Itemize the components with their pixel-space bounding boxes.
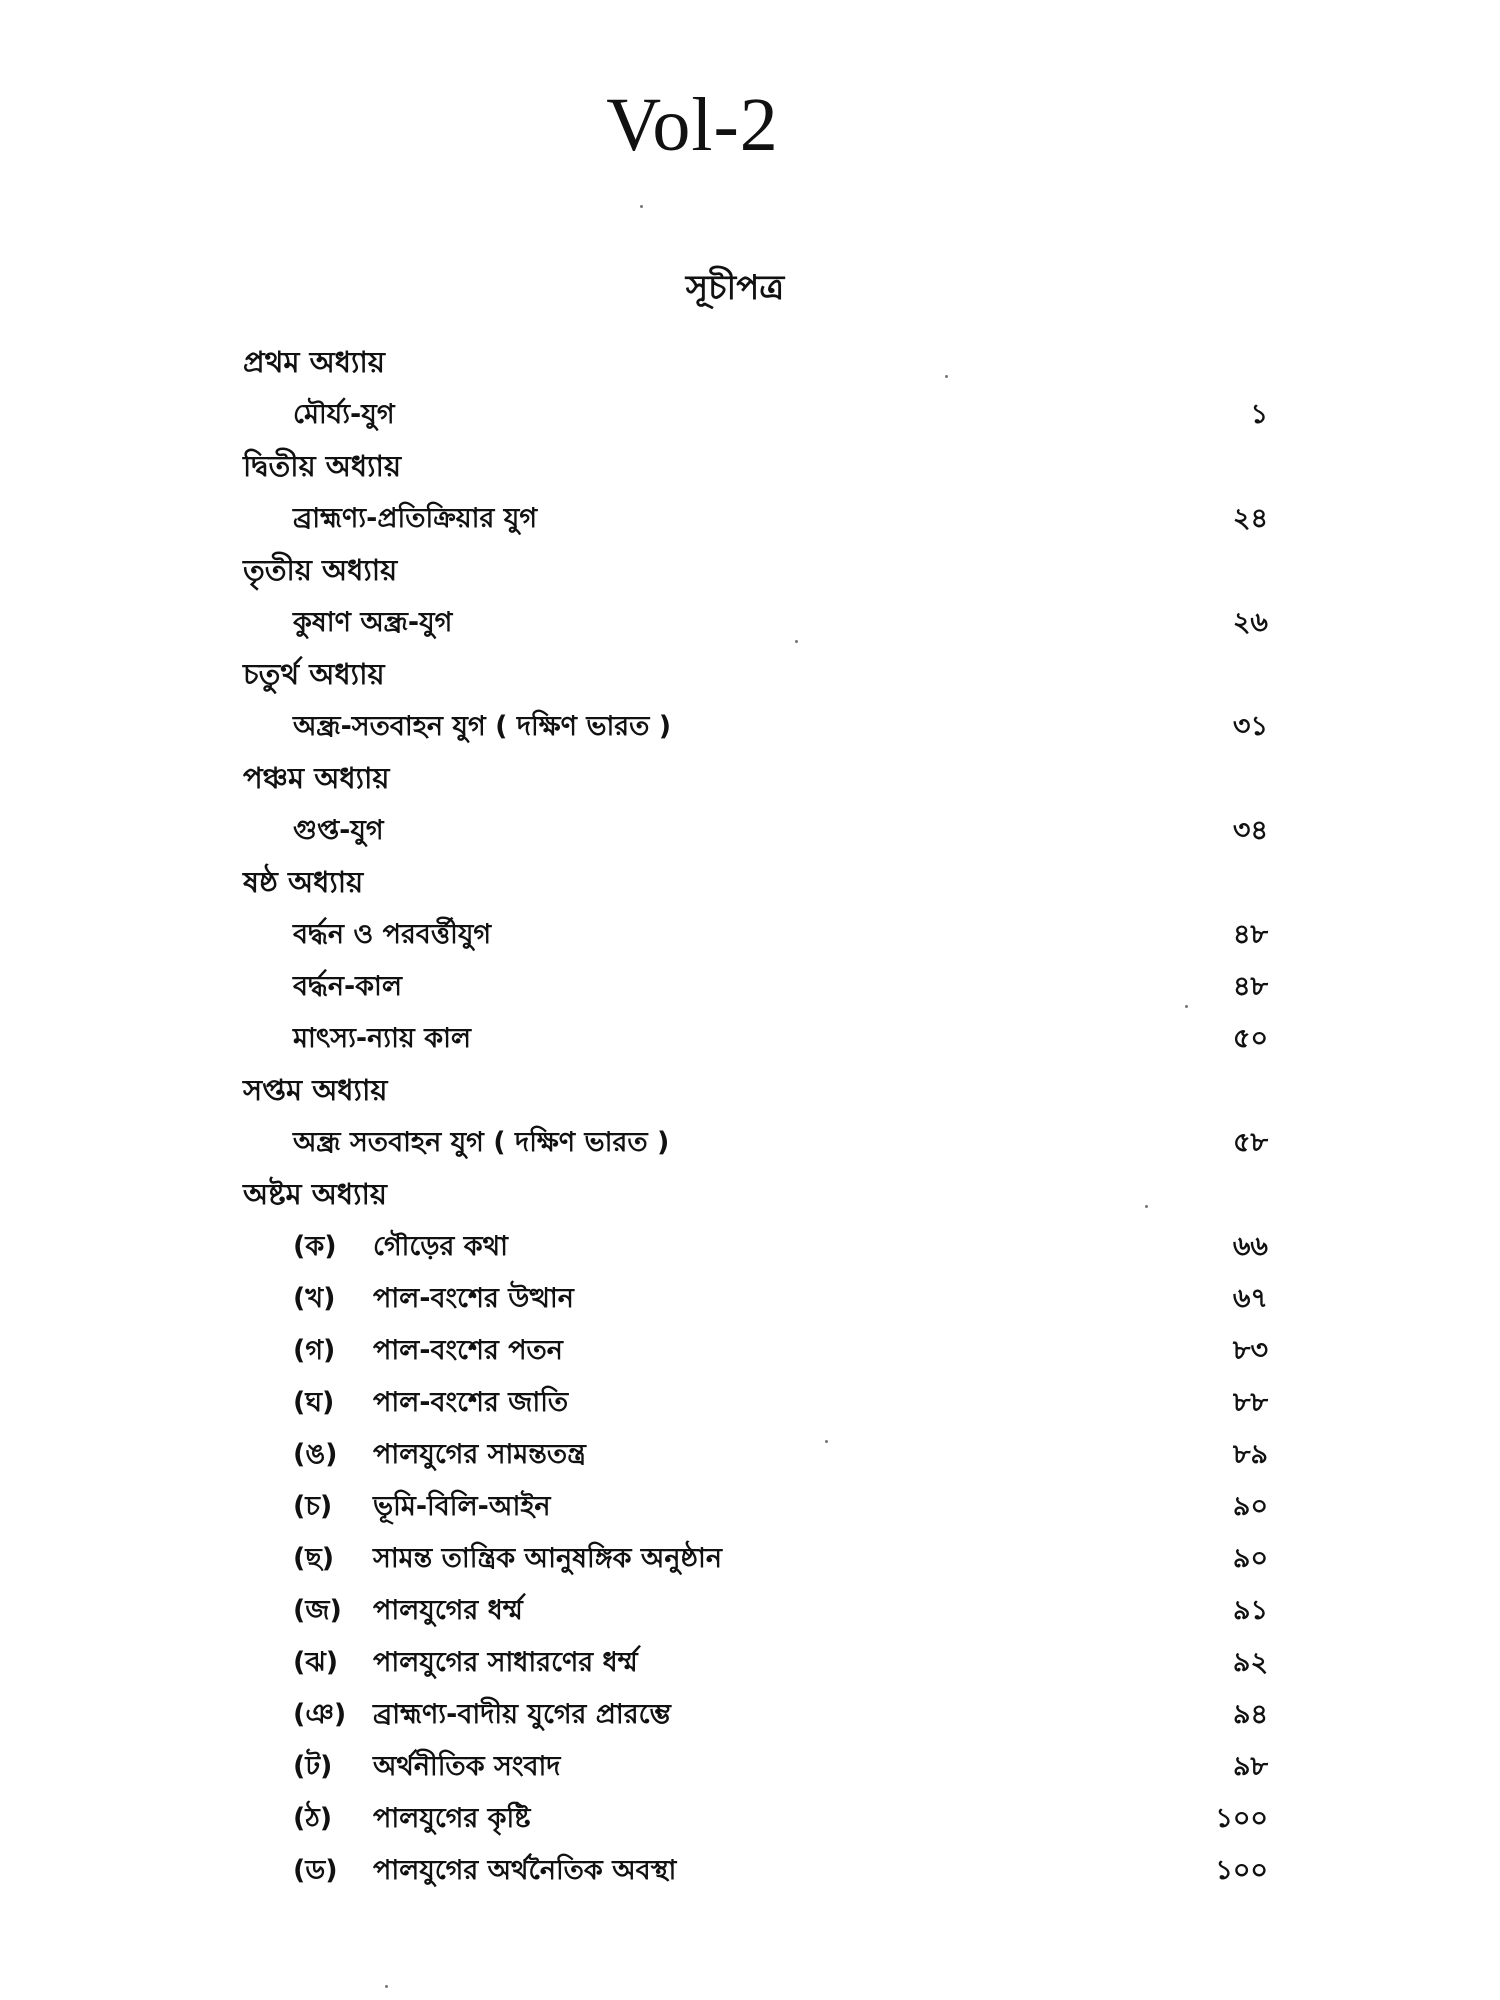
entry-marker: (ট): [293, 1751, 333, 1782]
toc-entry: [0, 1222, 1500, 1274]
entry-marker: (ঝ): [293, 1647, 339, 1678]
chapter-heading: [0, 1170, 1500, 1222]
entry-title: পালযুগের ধর্ম্ম: [373, 1595, 523, 1626]
entry-title: পালযুগের অর্থনৈতিক অবস্থা: [373, 1855, 677, 1886]
chapter-heading: [0, 442, 1500, 494]
entry-marker: (ঙ): [293, 1439, 338, 1470]
page-number: ১০০: [1215, 1803, 1268, 1834]
page-number: ৮৮: [1232, 1387, 1268, 1418]
chapter-title: পঞ্চম অধ্যায়: [243, 761, 390, 795]
chapter-heading: [0, 650, 1500, 702]
entry-marker: (ঘ): [293, 1387, 335, 1418]
toc-entry: [0, 806, 1500, 858]
entry-title: মাৎস্য-ন্যায় কাল: [293, 1023, 472, 1054]
page-number: ৯১: [1232, 1595, 1268, 1626]
toc-entry: [0, 1118, 1500, 1170]
page-number: ২৬: [1232, 607, 1268, 638]
entry-title: গৌড়ের কথা: [373, 1231, 508, 1262]
toc-entry: [0, 390, 1500, 442]
entry-title: পালযুগের কৃষ্টি: [373, 1803, 531, 1834]
table-of-contents: [0, 338, 1500, 1898]
toc-entry: [0, 1794, 1500, 1846]
toc-entry: [0, 1586, 1500, 1638]
entry-title: ব্রাহ্মণ্য-প্রতিক্রিয়ার যুগ: [293, 503, 538, 534]
entry-title: ব্রাহ্মণ্য-বাদীয় যুগের প্রারম্ভে: [373, 1699, 671, 1730]
page-number: ৯৪: [1232, 1699, 1268, 1730]
entry-title: অর্থনীতিক সংবাদ: [373, 1751, 561, 1782]
entry-marker: (ড): [293, 1855, 338, 1886]
chapter-heading: [0, 546, 1500, 598]
toc-entry: [0, 1378, 1500, 1430]
toc-entry: [0, 962, 1500, 1014]
entry-marker: (ঞ): [293, 1699, 347, 1730]
table-of-contents-heading: সূচীপত্র: [685, 268, 785, 308]
toc-entry: [0, 910, 1500, 962]
page-number: ১: [1250, 399, 1268, 430]
toc-entry: [0, 1846, 1500, 1898]
toc-entry: [0, 1690, 1500, 1742]
chapter-title: অষ্টম অধ্যায়: [243, 1177, 387, 1211]
entry-marker: (ছ): [293, 1543, 335, 1574]
chapter-title: চতুর্থ অধ্যায়: [243, 657, 385, 691]
toc-entry: [0, 1274, 1500, 1326]
page-number: ৪৮: [1232, 971, 1268, 1002]
entry-title: গুপ্ত-যুগ: [293, 815, 384, 846]
chapter-heading: [0, 754, 1500, 806]
page-number: ৮৯: [1232, 1439, 1268, 1470]
entry-marker: (খ): [293, 1283, 336, 1314]
entry-title: বৰ্দ্ধন ও পরবর্ত্তীযুগ: [293, 919, 492, 950]
toc-entry: [0, 1534, 1500, 1586]
entry-marker: (গ): [293, 1335, 336, 1366]
scan-speck: [795, 640, 798, 643]
page-number: ৬৭: [1232, 1283, 1268, 1314]
volume-title: Vol-2: [606, 83, 779, 167]
entry-title: পালযুগের সাধারণের ধর্ম্ম: [373, 1647, 638, 1678]
page-number: ৯২: [1232, 1647, 1268, 1678]
page-number: ১০০: [1215, 1855, 1268, 1886]
toc-entry: [0, 1482, 1500, 1534]
page-number: ৫০: [1232, 1023, 1268, 1054]
page-number: ৯০: [1232, 1543, 1268, 1574]
entry-title: সামন্ত তান্ত্রিক আনুষঙ্গিক অনুষ্ঠান: [373, 1543, 722, 1574]
toc-entry: [0, 1430, 1500, 1482]
scan-speck: [640, 205, 643, 208]
scan-speck: [825, 1440, 828, 1443]
page-number: ৯০: [1232, 1491, 1268, 1522]
toc-entry: [0, 598, 1500, 650]
scan-speck: [945, 375, 948, 378]
entry-title: বৰ্দ্ধন-কাল: [293, 971, 402, 1002]
entry-title: অন্ধ্র-সতবাহন যুগ ( দক্ষিণ ভারত ): [293, 711, 672, 742]
toc-entry: [0, 1326, 1500, 1378]
entry-title: মৌর্য্য-যুগ: [293, 399, 395, 430]
page-number: ৫৮: [1232, 1127, 1268, 1158]
entry-title: অন্ধ্র সতবাহন যুগ ( দক্ষিণ ভারত ): [293, 1127, 670, 1158]
page-number: ৬৬: [1232, 1231, 1268, 1262]
toc-entry: [0, 702, 1500, 754]
chapter-title: তৃতীয় অধ্যায়: [243, 553, 398, 587]
scan-speck: [1185, 1005, 1188, 1008]
entry-title: ভূমি-বিলি-আইন: [373, 1491, 551, 1522]
chapter-title: সপ্তম অধ্যায়: [243, 1073, 388, 1107]
entry-title: পালযুগের সামন্ততন্ত্র: [373, 1439, 586, 1470]
toc-entry: [0, 494, 1500, 546]
entry-marker: (ঠ): [293, 1803, 333, 1834]
page-number: ৮৩: [1232, 1335, 1268, 1366]
entry-marker: (চ): [293, 1491, 333, 1522]
page-number: ৩৪: [1232, 815, 1268, 846]
chapter-heading: [0, 338, 1500, 390]
page-number: ৩১: [1232, 711, 1268, 742]
toc-entry: [0, 1638, 1500, 1690]
entry-marker: (ক): [293, 1231, 337, 1262]
toc-entry: [0, 1014, 1500, 1066]
entry-marker: (জ): [293, 1595, 342, 1626]
chapter-title: দ্বিতীয় অধ্যায়: [243, 449, 402, 483]
entry-title: পাল-বংশের উত্থান: [373, 1283, 574, 1314]
page-number: ২৪: [1232, 503, 1268, 534]
page-number: ৪৮: [1232, 919, 1268, 950]
chapter-heading: [0, 858, 1500, 910]
chapter-title: প্রথম অধ্যায়: [243, 345, 385, 379]
toc-entry: [0, 1742, 1500, 1794]
page-number: ৯৮: [1232, 1751, 1268, 1782]
chapter-title: ষষ্ঠ অধ্যায়: [243, 865, 364, 899]
scan-speck: [1145, 1205, 1148, 1208]
entry-title: কুষাণ অন্ধ্র-যুগ: [293, 607, 453, 638]
entry-title: পাল-বংশের জাতি: [373, 1387, 569, 1418]
scan-speck: [385, 1985, 388, 1988]
chapter-heading: [0, 1066, 1500, 1118]
entry-title: পাল-বংশের পতন: [373, 1335, 563, 1366]
